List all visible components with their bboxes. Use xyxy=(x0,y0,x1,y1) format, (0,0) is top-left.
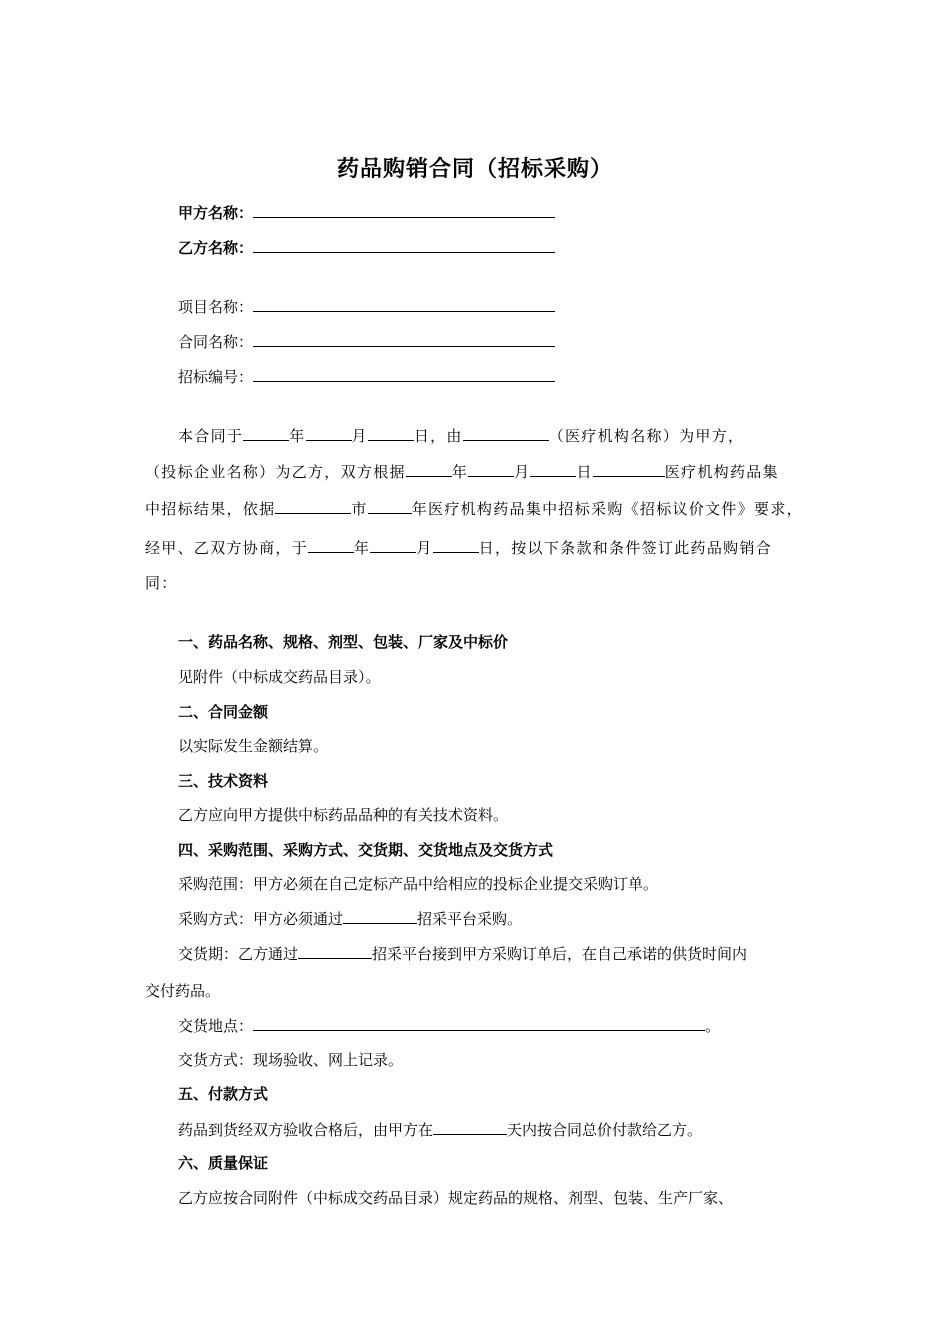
intro-line-2 xyxy=(145,460,779,483)
intro-text: 本合同于 xyxy=(178,427,244,445)
blank xyxy=(593,460,665,477)
blank xyxy=(243,424,289,441)
intro-text: 日，由 xyxy=(413,427,463,445)
payment-text: 药品到货经双方验收合格后，由甲方在 xyxy=(178,1121,434,1139)
intro-text: 年 xyxy=(451,463,469,481)
method-text: 招采平台采购。 xyxy=(417,910,523,928)
intro-text: 年 xyxy=(354,539,371,557)
purchase-scope: 采购范围：甲方必须在自己定标产品中给相应的投标企业提交采购订单。 xyxy=(178,875,659,893)
intro-text: 中招标结果，依据 xyxy=(145,500,276,518)
intro-text: 市 xyxy=(351,500,368,518)
party-b-blank xyxy=(253,236,555,253)
place-text: 。 xyxy=(705,1017,721,1035)
blank xyxy=(308,536,354,553)
section-1-heading: 一、药品名称、规格、剂型、包装、厂家及中标价 xyxy=(178,633,509,651)
delivery-place xyxy=(178,1014,720,1037)
blank xyxy=(463,424,549,441)
blank xyxy=(275,497,351,514)
intro-text: 日，按以下条款和条件签订此药品购销合 xyxy=(478,539,773,557)
section-5-body xyxy=(178,1118,702,1141)
intro-text: 经甲、乙双方协商，于 xyxy=(145,539,309,557)
tender-no-label: 招标编号： xyxy=(178,368,254,386)
intro-text: （医疗机构名称）为甲方， xyxy=(548,427,745,445)
section-5-heading: 五、付款方式 xyxy=(178,1085,269,1103)
blank xyxy=(433,1118,507,1135)
tender-no-blank xyxy=(253,365,555,382)
period-text: 招采平台接到甲方采购订单后，在自己承诺的供货时间内 xyxy=(372,945,748,963)
section-6-body: 乙方应按合同附件（中标成交药品目录）规定药品的规格、剂型、包装、生产厂家、 xyxy=(178,1189,734,1207)
intro-text: 月 xyxy=(416,539,433,557)
blank xyxy=(298,942,372,959)
section-4-heading: 四、采购范围、采购方式、交货期、交货地点及交货方式 xyxy=(178,841,554,859)
page-title: 药品购销合同（招标采购） xyxy=(336,157,613,182)
intro-text: 医疗机构药品集 xyxy=(664,463,779,481)
contract-label: 合同名称： xyxy=(178,333,254,351)
intro-line-5: 同： xyxy=(145,574,178,592)
intro-text: 月 xyxy=(514,463,531,481)
blank xyxy=(530,460,576,477)
blank xyxy=(253,1014,705,1031)
intro-text: 日 xyxy=(576,463,593,481)
intro-text: 月 xyxy=(351,427,368,445)
contract-row xyxy=(178,330,555,353)
intro-line-4 xyxy=(145,536,772,559)
section-2-body: 以实际发生金额结算。 xyxy=(178,737,329,755)
section-2-heading: 二、合同金额 xyxy=(178,703,269,721)
intro-text: （投标企业名称）为乙方，双方根据 xyxy=(145,463,406,481)
party-a-blank xyxy=(253,201,555,218)
delivery-period xyxy=(178,942,747,965)
party-a-row xyxy=(178,201,555,224)
payment-text: 天内按合同总价付款给乙方。 xyxy=(507,1121,703,1139)
section-3-body: 乙方应向甲方提供中标药品品种的有关技术资料。 xyxy=(178,806,509,824)
method-text: 采购方式：甲方必须通过 xyxy=(178,910,344,928)
blank xyxy=(368,424,414,441)
intro-line-1 xyxy=(178,424,744,447)
section-1-body: 见附件（中标成交药品目录）。 xyxy=(178,668,381,686)
intro-text: 年医疗机构药品集中招标采购《招标议价文件》要求， xyxy=(411,500,803,518)
purchase-method xyxy=(178,907,522,930)
delivery-period-cont: 交付药品。 xyxy=(145,982,221,1000)
blank xyxy=(343,907,417,924)
party-a-label: 甲方名称： xyxy=(178,204,254,222)
blank xyxy=(468,460,514,477)
contract-blank xyxy=(253,330,555,347)
intro-text: 年 xyxy=(289,427,306,445)
section-3-heading: 三、技术资料 xyxy=(178,772,269,790)
tender-no-row xyxy=(178,365,555,388)
place-text: 交货地点： xyxy=(178,1017,254,1035)
project-label: 项目名称： xyxy=(178,298,254,316)
party-b-row xyxy=(178,236,555,259)
blank xyxy=(306,424,352,441)
section-6-heading: 六、质量保证 xyxy=(178,1154,269,1172)
project-blank xyxy=(253,295,555,312)
blank xyxy=(368,497,412,514)
blank xyxy=(370,536,416,553)
party-b-label: 乙方名称： xyxy=(178,239,254,257)
blank xyxy=(433,536,479,553)
period-text: 交货期：乙方通过 xyxy=(178,945,299,963)
intro-line-3 xyxy=(145,497,803,520)
delivery-mode: 交货方式：现场验收、网上记录。 xyxy=(178,1051,404,1069)
project-row xyxy=(178,295,555,318)
blank xyxy=(406,460,452,477)
